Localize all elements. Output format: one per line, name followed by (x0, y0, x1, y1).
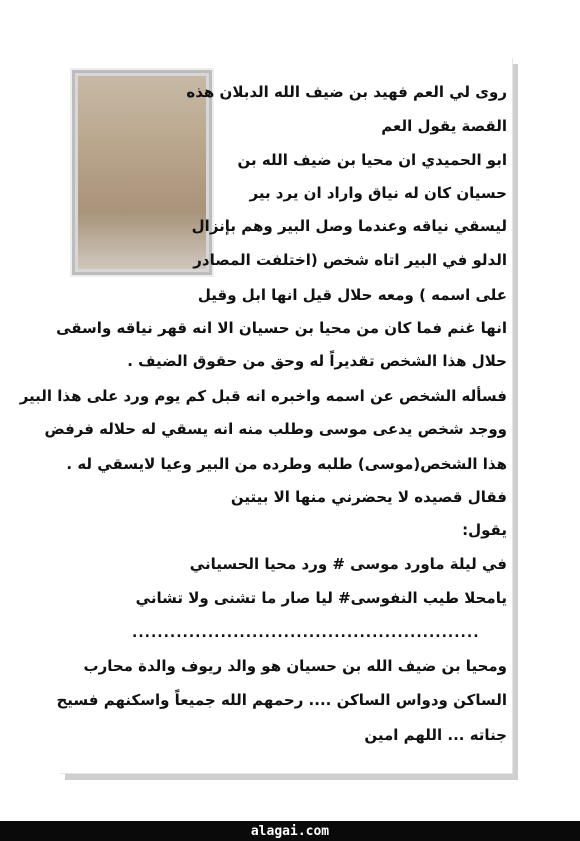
text-line-17: ومحيا بن ضيف الله بن حسيان هو والد ريوف والدة محارب (83, 657, 507, 675)
text-line-1: روى لي العم فهيد بن ضيف الله الدبلان هذه (186, 83, 507, 101)
text-line-2: القصة يقول العم (381, 117, 507, 135)
text-line-10: فسأله الشخص عن اسمه واخبره انه قبل كم يوم ورد على هذا البير (19, 387, 507, 405)
text-line-9: حلال هذا الشخص تقديراً له وحق من حقوق الضيف . (127, 352, 507, 370)
text-line-8: انها غنم فما كان من محيا بن حسيان الا انه قهر نياقه واسقى (56, 319, 507, 337)
text-line-12: هذا الشخص(موسى) طلبه وطرده من البير وعيا لايسقي له . (66, 455, 507, 473)
portrait-photo (78, 76, 206, 269)
separator-dots: ....................................................... (132, 625, 480, 637)
text-line-5: ليسقي نياقه وعندما وصل البير وهم بإنزال (191, 217, 507, 235)
poem-verse-1: في ليلة ماورد موسى # ورد محيا الحسياني (189, 555, 507, 573)
poem-verse-2: يامحلا طيب النفوسى# ليا صار ما تشنى ولا تشاني (135, 589, 507, 607)
text-line-6: الدلو في البير اتاه شخص (اختلفت المصادر (193, 251, 507, 269)
text-line-19: جناته ... اللهم امين (364, 726, 507, 744)
text-line-7: على اسمه ) ومعه حلال قيل انها ابل وقيل (197, 286, 507, 304)
text-line-4: حسيان كان له نياق واراد ان يرد بير (249, 184, 507, 202)
text-line-3: ابو الحميدي ان محيا بن ضيف الله بن (237, 151, 507, 169)
text-line-14: يقول: (462, 521, 507, 539)
text-line-18: الساكن ودواس الساكن .... رحمهم الله جميعاً واسكنهم فسيح (56, 691, 507, 709)
text-line-11: ووجد شخص يدعى موسى وطلب منه انه يسقي له حلاله فرفض (44, 420, 507, 438)
site-name[interactable]: alagai.com (250, 823, 330, 839)
footer-bar (0, 821, 580, 841)
text-line-13: فقال قصيده لا يحضرني منها الا بيتين (230, 488, 507, 506)
